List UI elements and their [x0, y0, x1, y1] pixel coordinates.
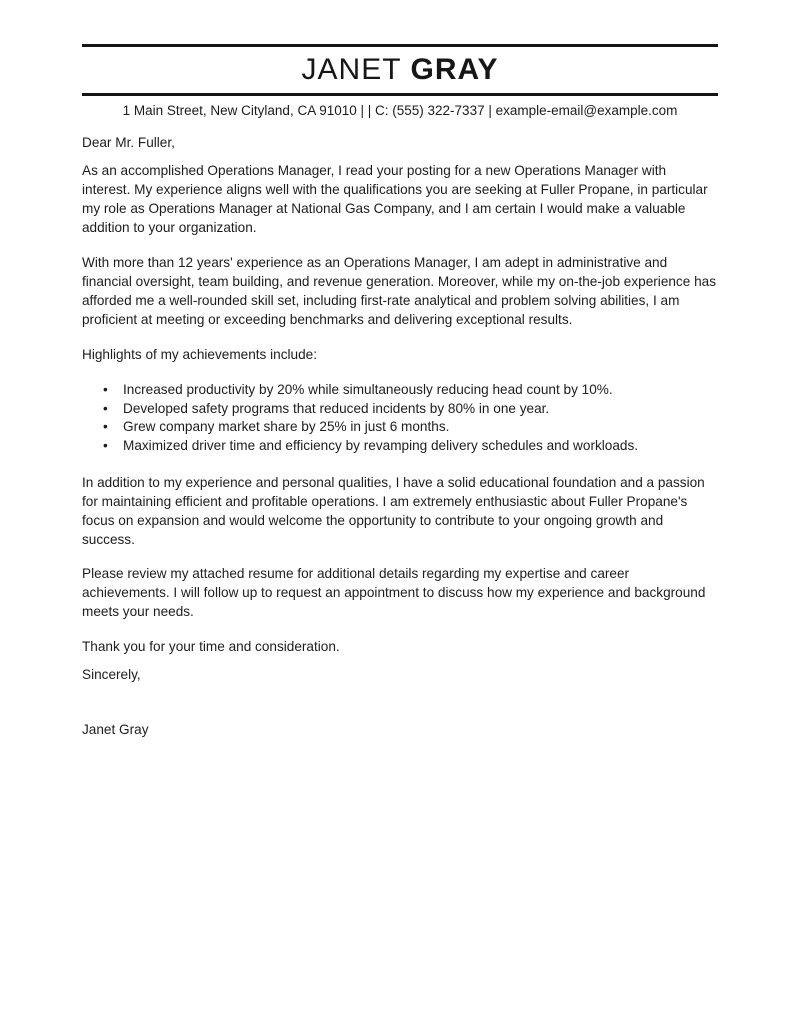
- paragraph-education: In addition to my experience and personal qualities, I have a solid educational foundation and a passion for maintaining efficient and profitable operations. I am extremely enthusiastic about Fuller Propane's focus on expansion and would welcome the opportunity to contribute to your ongoing growth and success.: [82, 475, 705, 547]
- header-bottom-rule: [82, 93, 718, 96]
- highlight-text: Increased productivity by 20% while simultaneously reducing head count by 10%.: [123, 382, 613, 397]
- bullet-icon: •: [103, 382, 108, 397]
- highlight-item: [103, 400, 718, 419]
- highlight-item: [103, 381, 718, 400]
- letter-body: [82, 133, 718, 739]
- salutation: Dear Mr. Fuller,: [82, 135, 175, 150]
- candidate-name: [82, 47, 718, 93]
- highlights-intro: Highlights of my achievements include:: [82, 347, 317, 362]
- bullet-icon: •: [103, 437, 108, 453]
- paragraph-opening: As an accomplished Operations Manager, I read your posting for a new Operations Manager with interest. My experience aligns well with the qualifications you are seeking at Fuller Propane, in particular my role as Operations Manager at National Gas Company, and I am certain I would make a valuable addition to your organization.: [82, 163, 708, 235]
- valediction: Sincerely,: [82, 667, 141, 682]
- signature-name: Janet Gray: [82, 722, 149, 737]
- candidate-last-name: GRAY: [410, 53, 499, 86]
- bullet-icon: •: [103, 400, 108, 416]
- thank-you-line: Thank you for your time and consideration.: [82, 639, 340, 654]
- highlight-text: Grew company market share by 25% in just 6 months.: [123, 419, 450, 434]
- paragraph-followup: Please review my attached resume for additional details regarding my expertise and career achievements. I will follow up to request an appointment to discuss how my experience and background meets your needs.: [82, 566, 706, 619]
- bullet-icon: •: [103, 419, 108, 434]
- candidate-first-name: JANET: [301, 53, 402, 86]
- highlight-text: Developed safety programs that reduced incidents by 80% in one year.: [123, 400, 550, 416]
- highlight-text: Maximized driver time and efficiency by revamping delivery schedules and workloads.: [123, 437, 639, 453]
- paragraph-experience: With more than 12 years' experience as an Operations Manager, I am adept in administrative and financial oversight, team building, and revenue generation. Moreover, while my on-the-job experience has afforded me a well-rounded skill set, including first-rate analytical and problem solving abilities, I am proficient at meeting or exceeding benchmarks and delivering exceptional results.: [82, 255, 716, 327]
- contact-info-line: 1 Main Street, New Cityland, CA 91010 | | C: (555) 322-7337 | example-email@example.com: [122, 103, 678, 118]
- letter-header: [82, 44, 718, 119]
- highlight-item: [103, 418, 718, 437]
- highlight-item: [103, 437, 718, 456]
- highlights-list: [82, 381, 718, 455]
